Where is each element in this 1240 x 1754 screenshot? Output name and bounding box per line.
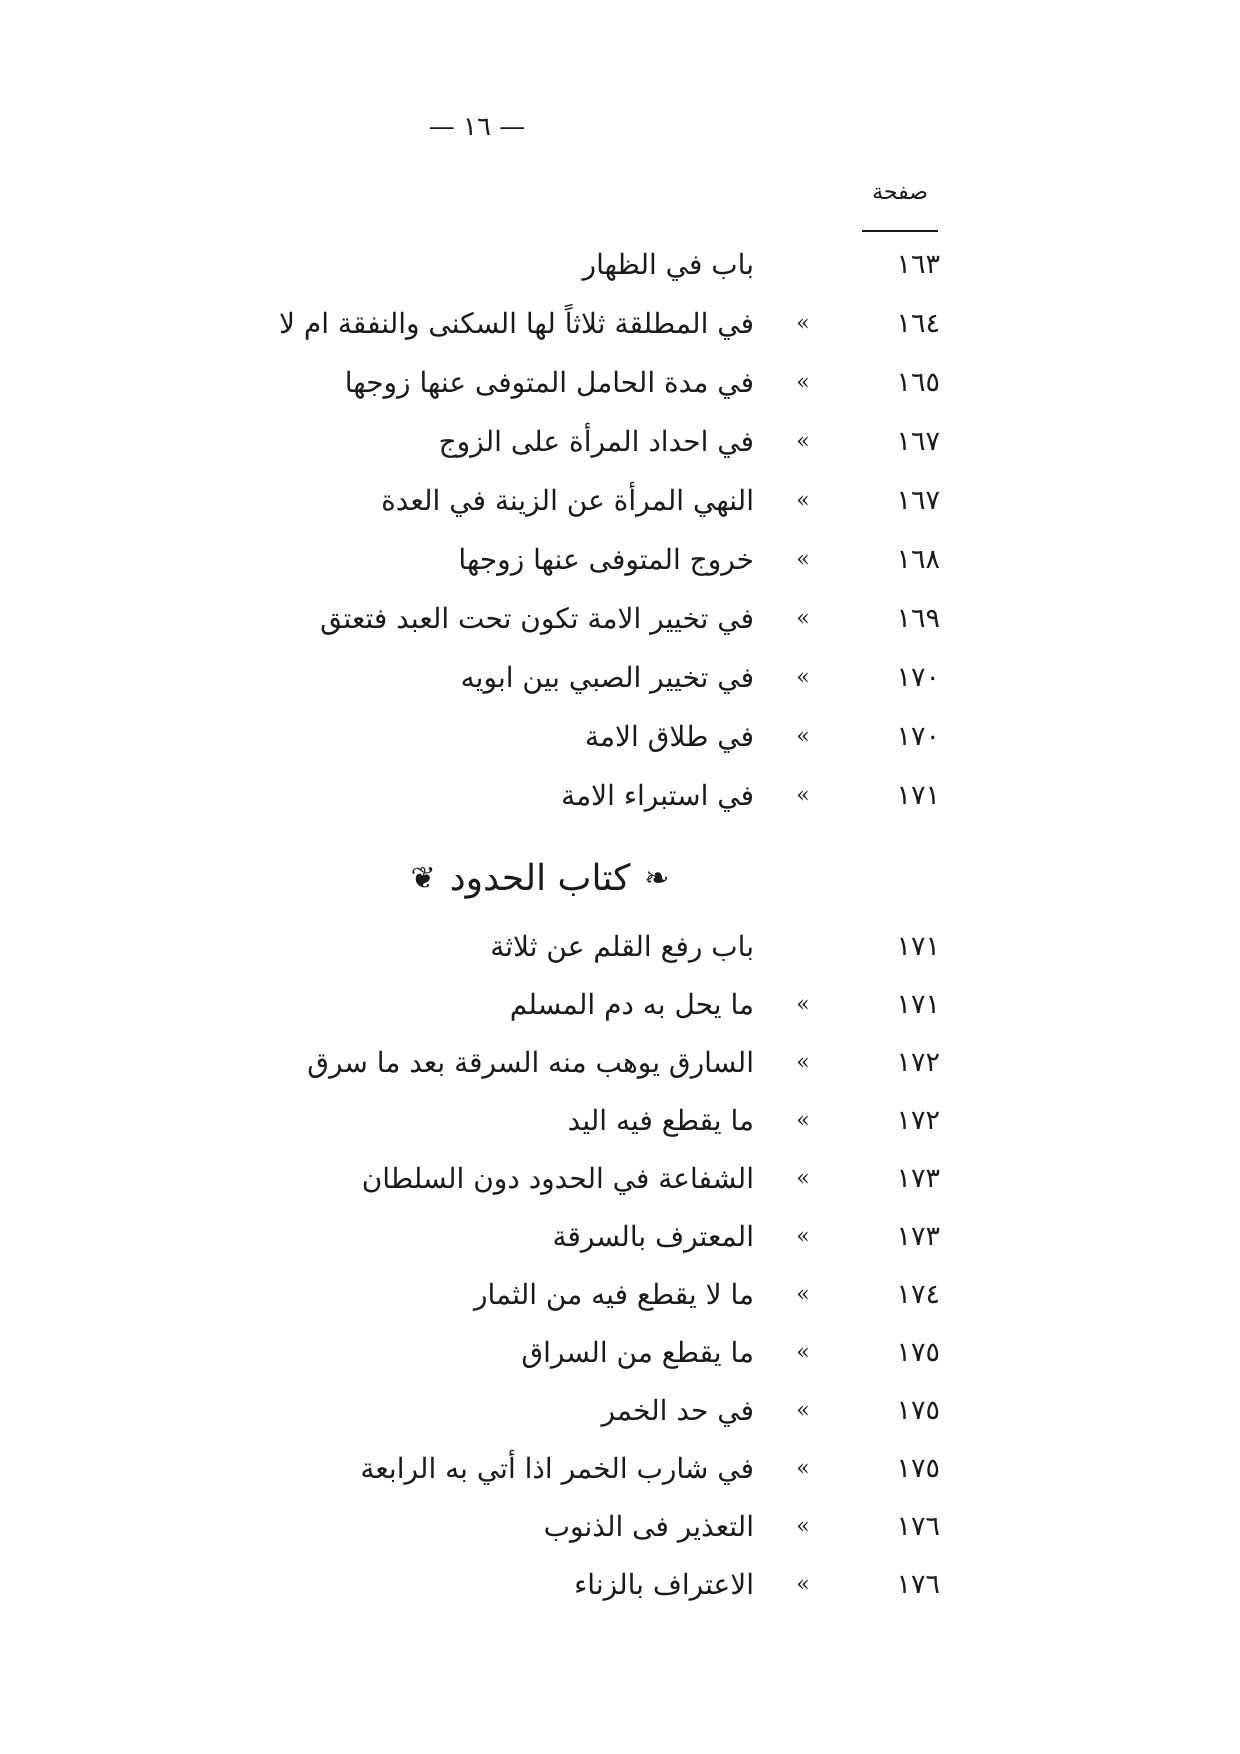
- toc-entry-title: في طلاق الامة: [585, 720, 754, 753]
- toc-entry-title: ما لا يقطع فيه من الثمار: [474, 1278, 754, 1311]
- toc-entry-title: ما يحل به دم المسلم: [509, 988, 754, 1021]
- toc-entry-page: ١٧٢: [896, 1047, 940, 1078]
- toc-entry-ditto-mark: »: [796, 1398, 810, 1423]
- toc-entry: [250, 1210, 940, 1264]
- toc-entry-ditto-mark: »: [796, 311, 810, 336]
- toc-entry-page: ١٧٢: [896, 1105, 940, 1136]
- toc-entry-title: الشفاعة في الحدود دون السلطان: [361, 1162, 754, 1195]
- toc-entry-title: في شارب الخمر اذا أتي به الرابعة: [360, 1452, 754, 1485]
- toc-entry-page: ١٧٦: [896, 1511, 940, 1542]
- toc-entry: [250, 920, 940, 974]
- toc-entry-ditto-mark: »: [796, 606, 810, 631]
- toc-entry-page: ١٦٤: [896, 308, 940, 339]
- toc-entry-ditto-mark: »: [796, 992, 810, 1017]
- column-header-page: صفحة: [872, 180, 928, 205]
- toc-entry-page: ١٦٩: [896, 603, 940, 634]
- toc-entry-page: ١٧٥: [896, 1453, 940, 1484]
- toc-entry: [250, 1384, 940, 1438]
- toc-entry: [250, 592, 940, 646]
- toc-entry-page: ١٦٥: [896, 367, 940, 398]
- toc-entry-title: ما يقطع فيه اليد: [567, 1104, 754, 1137]
- toc-entry-page: ١٧٣: [896, 1163, 940, 1194]
- toc-entry-ditto-mark: »: [796, 783, 810, 808]
- toc-entry-page: ١٧١: [896, 931, 940, 962]
- toc-entry-title: في المطلقة ثلاثاً لها السكنى والنفقة ام لا: [279, 307, 754, 340]
- toc-entry-ditto-mark: »: [796, 370, 810, 395]
- toc-entry-title: في استبراء الامة: [561, 779, 754, 812]
- toc-entry-title: المعترف بالسرقة: [552, 1220, 754, 1253]
- toc-entry: [250, 474, 940, 528]
- ornament-left-icon: ❦: [410, 860, 436, 896]
- toc-entry: [250, 415, 940, 469]
- toc-entry-ditto-mark: »: [796, 1224, 810, 1249]
- toc-entry-title: ما يقطع من السراق: [521, 1336, 754, 1369]
- toc-entry-ditto-mark: »: [796, 429, 810, 454]
- toc-entry-title: النهي المرأة عن الزينة في العدة: [381, 484, 754, 517]
- toc-entry-ditto-mark: »: [796, 665, 810, 690]
- toc-entry: [250, 1268, 940, 1322]
- toc-entry-title: في تخيير الامة تكون تحت العبد فتعتق: [320, 602, 754, 635]
- toc-entry: [250, 297, 940, 351]
- section-heading-text: كتاب الحدود: [449, 857, 631, 899]
- toc-entry: [250, 1036, 940, 1090]
- toc-entry-title: باب رفع القلم عن ثلاثة: [490, 930, 754, 963]
- toc-entry: [250, 769, 940, 823]
- toc-entry: [250, 1558, 940, 1612]
- toc-entry-title: في مدة الحامل المتوفى عنها زوجها: [344, 366, 754, 399]
- toc-entry-page: ١٧٣: [896, 1221, 940, 1252]
- toc-entry: [250, 356, 940, 410]
- toc-entry-ditto-mark: »: [796, 724, 810, 749]
- toc-entry-title: خروج المتوفى عنها زوجها: [458, 543, 754, 576]
- toc-entry-page: ١٧٤: [896, 1279, 940, 1310]
- toc-entry: [250, 1094, 940, 1148]
- toc-entry-page: ١٧٥: [896, 1395, 940, 1426]
- toc-entry-ditto-mark: »: [796, 1456, 810, 1481]
- toc-entry-ditto-mark: »: [796, 547, 810, 572]
- toc-entry: [250, 1152, 940, 1206]
- toc-entry: [250, 1442, 940, 1496]
- toc-entry: [250, 1500, 940, 1554]
- ornament-right-icon: ❧: [644, 860, 670, 896]
- toc-entry-title: السارق يوهب منه السرقة بعد ما سرق: [307, 1046, 754, 1079]
- toc-entry-ditto-mark: »: [796, 1050, 810, 1075]
- toc-entry-page: ١٦٧: [896, 426, 940, 457]
- toc-entry-ditto-mark: »: [796, 1108, 810, 1133]
- toc-entry-ditto-mark: »: [796, 1514, 810, 1539]
- page-number: — ١٦ —: [428, 112, 526, 142]
- toc-entry-page: ١٦٧: [896, 485, 940, 516]
- toc-entry: [250, 710, 940, 764]
- toc-entry-title: في احداد المرأة على الزوج: [438, 425, 754, 458]
- toc-entry: [250, 238, 940, 292]
- toc-entry-page: ١٧١: [896, 989, 940, 1020]
- toc-entry: [250, 533, 940, 587]
- toc-entry-page: ١٧٠: [896, 662, 940, 693]
- toc-entry: [250, 1326, 940, 1380]
- toc-entry-ditto-mark: »: [796, 1340, 810, 1365]
- toc-entry-title: في تخيير الصبي بين ابويه: [460, 661, 754, 694]
- toc-entry-page: ١٧٦: [896, 1569, 940, 1600]
- toc-entry-page: ١٧١: [896, 780, 940, 811]
- toc-entry-ditto-mark: »: [796, 1572, 810, 1597]
- toc-entry-ditto-mark: »: [796, 1282, 810, 1307]
- toc-entry: [250, 978, 940, 1032]
- column-header-rule: [862, 230, 938, 232]
- section-heading: [280, 848, 800, 908]
- toc-entry-ditto-mark: »: [796, 1166, 810, 1191]
- toc-entry-ditto-mark: »: [796, 488, 810, 513]
- toc-entry-page: ١٧٥: [896, 1337, 940, 1368]
- toc-entry-title: في حد الخمر: [601, 1394, 754, 1427]
- toc-entry-page: ١٦٣: [896, 249, 940, 280]
- toc-entry-title: باب في الظهار: [582, 248, 754, 281]
- toc-entry-page: ١٦٨: [896, 544, 940, 575]
- toc-entry: [250, 651, 940, 705]
- toc-entry-title: الاعتراف بالزناء: [574, 1568, 754, 1601]
- toc-entry-page: ١٧٠: [896, 721, 940, 752]
- toc-entry-title: التعذير فى الذنوب: [543, 1510, 754, 1543]
